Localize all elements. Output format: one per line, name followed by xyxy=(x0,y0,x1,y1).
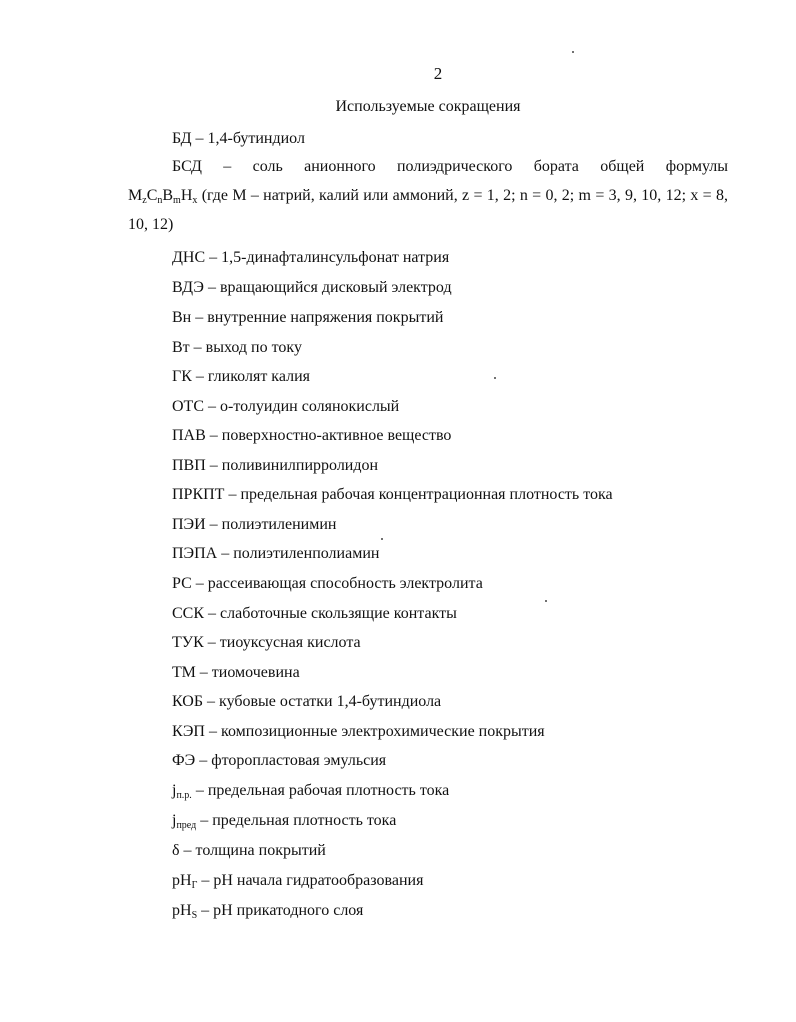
dash: – xyxy=(201,872,210,889)
abbr-entry xyxy=(172,841,326,861)
dash: – xyxy=(193,339,202,356)
abbr-entry xyxy=(172,544,379,564)
formula-element: H xyxy=(180,187,193,204)
dash: – xyxy=(208,398,216,415)
dash: – xyxy=(221,545,230,562)
abbr-definition: вращающийся дисковый электрод xyxy=(219,279,452,296)
abbr-term: БСД xyxy=(172,158,202,175)
abbr-entry xyxy=(172,751,386,771)
abbr-term: ПЭПА xyxy=(172,545,218,562)
abbr-entry xyxy=(172,901,363,921)
abbr-term: ГК xyxy=(172,368,192,385)
scan-speck xyxy=(545,600,547,602)
abbr-term xyxy=(172,782,192,799)
abbr-term: ПВП xyxy=(172,457,206,474)
formula-subscript: m xyxy=(173,195,181,206)
abbr-entry xyxy=(172,692,441,712)
abbr-definition: полиэтиленимин xyxy=(221,516,337,533)
abbr-definition: о-толуидин солянокислый xyxy=(220,398,400,415)
abbr-term: ССК xyxy=(172,605,205,622)
abbr-entry xyxy=(172,129,305,149)
abbr-entry xyxy=(172,278,452,298)
formula-subscript: z xyxy=(142,195,147,206)
abbr-definition: внутренние напряжения покрытий xyxy=(207,309,444,326)
abbr-entry xyxy=(172,871,423,891)
abbr-entry xyxy=(172,397,399,417)
symbol: pH xyxy=(172,902,192,919)
abbr-definition: рассеивающая способность электролита xyxy=(207,575,483,592)
abbr-term: БД xyxy=(172,130,192,147)
abbr-definition: рН прикатодного слоя xyxy=(213,902,364,919)
page-number: 2 xyxy=(433,64,443,83)
abbr-definition: 1,5-динафталинсульфонат натрия xyxy=(221,249,450,266)
dash: – xyxy=(228,486,237,503)
formula-subscript: n xyxy=(157,195,163,206)
abbr-term: ДНС xyxy=(172,249,206,266)
abbr-entry xyxy=(172,515,336,535)
dash: – xyxy=(195,130,204,147)
dash: – xyxy=(199,664,208,681)
abbr-entry xyxy=(172,781,449,801)
symbol: j xyxy=(172,812,177,829)
abbr-definition: предельная плотность тока xyxy=(212,812,397,829)
abbr-term: РС xyxy=(172,575,192,592)
abbr-definition: 1,4-бутиндиол xyxy=(207,130,305,147)
abbr-term: ФЭ xyxy=(172,752,196,769)
dash: – xyxy=(209,516,218,533)
abbr-term: ПЭИ xyxy=(172,516,206,533)
abbr-entry xyxy=(172,811,396,831)
dash: – xyxy=(209,427,218,444)
abbr-definition: гликолят калия xyxy=(207,368,310,385)
abbr-definition: предельная рабочая плотность тока xyxy=(207,782,450,799)
dash: – xyxy=(195,368,204,385)
abbr-definition-continued: (где М – натрий, калий или аммоний, z = 1, 2; n = 0, 2; m = 3, 9, 10, 12; x = 8, 10, 12) xyxy=(128,187,728,233)
abbr-term: ТМ xyxy=(172,664,196,681)
abbr-term: Вн xyxy=(172,309,192,326)
scan-speck xyxy=(494,377,496,379)
symbol-subscript: п.р. xyxy=(176,790,192,801)
abbr-term: ПАВ xyxy=(172,427,206,444)
abbr-definition: рН начала гидратообразования xyxy=(213,872,424,889)
abbr-entry xyxy=(172,604,457,624)
symbol-subscript: пред xyxy=(176,820,197,831)
abbr-entry xyxy=(172,426,451,446)
abbr-term: ТУК xyxy=(172,634,204,651)
abbr-definition: композиционные электрохимические покрытия xyxy=(220,723,545,740)
abbr-term: ПРКПТ xyxy=(172,486,225,503)
symbol: j xyxy=(172,782,177,799)
dash: – xyxy=(207,693,216,710)
symbol-subscript: S xyxy=(191,910,198,921)
abbr-definition: предельная рабочая концентрационная плотность тока xyxy=(240,486,613,503)
abbr-entry-bsd xyxy=(128,152,728,239)
formula-subscript: x xyxy=(192,195,198,206)
symbol: pH xyxy=(172,872,192,889)
dash: – xyxy=(208,723,217,740)
dash: – xyxy=(183,842,192,859)
formula-element: M xyxy=(128,187,143,204)
abbr-definition: поливинилпирролидон xyxy=(221,457,379,474)
abbr-term: КЭП xyxy=(172,723,205,740)
page-heading: Используемые сокращения xyxy=(335,98,521,115)
abbr-definition: полиэтиленполиамин xyxy=(233,545,380,562)
abbr-entry xyxy=(172,722,545,742)
dash: – xyxy=(195,782,204,799)
abbr-entry xyxy=(172,248,449,268)
abbr-definition: соль анионного полиэдрического бората общей формулы xyxy=(252,158,729,175)
abbr-definition: поверхностно-активное вещество xyxy=(221,427,452,444)
abbr-entry xyxy=(172,367,310,387)
abbr-definition: тиомочевина xyxy=(211,664,300,681)
abbr-definition: слаботочные скользящие контакты xyxy=(220,605,457,622)
abbr-entry xyxy=(172,663,300,683)
symbol-subscript: Г xyxy=(191,880,198,891)
abbr-term: Вт xyxy=(172,339,190,356)
dash: – xyxy=(195,309,204,326)
dash: – xyxy=(223,158,232,175)
dash: – xyxy=(199,752,208,769)
dash: – xyxy=(207,634,216,651)
abbr-entry xyxy=(172,338,302,358)
dash: – xyxy=(208,605,217,622)
borate-formula xyxy=(128,187,197,204)
abbr-definition: толщина покрытий xyxy=(195,842,326,859)
dash: – xyxy=(201,902,210,919)
abbr-term xyxy=(172,902,197,919)
abbr-entry xyxy=(172,574,483,594)
abbr-term: ВДЭ xyxy=(172,279,204,296)
formula-element: B xyxy=(162,187,174,204)
dash: – xyxy=(200,812,209,829)
abbr-definition: фторопластовая эмульсия xyxy=(211,752,387,769)
dash: – xyxy=(209,249,218,266)
formula-element: C xyxy=(146,187,158,204)
abbr-entry xyxy=(172,456,378,476)
abbr-term: ОТС xyxy=(172,398,204,415)
scan-speck xyxy=(381,538,383,540)
dash: – xyxy=(209,457,218,474)
abbr-term: КОБ xyxy=(172,693,204,710)
abbr-entry xyxy=(172,485,613,505)
scan-speck xyxy=(572,51,574,53)
abbr-term: δ xyxy=(172,842,180,859)
abbr-entry xyxy=(172,633,361,653)
abbr-term xyxy=(172,812,196,829)
abbr-definition: выход по току xyxy=(205,339,302,356)
abbr-definition: кубовые остатки 1,4-бутиндиола xyxy=(219,693,442,710)
abbr-term xyxy=(172,872,197,889)
abbr-entry xyxy=(172,308,443,328)
dash: – xyxy=(195,575,204,592)
abbr-definition: тиоуксусная кислота xyxy=(219,634,361,651)
abbr-first-line xyxy=(128,152,728,181)
dash: – xyxy=(207,279,216,296)
